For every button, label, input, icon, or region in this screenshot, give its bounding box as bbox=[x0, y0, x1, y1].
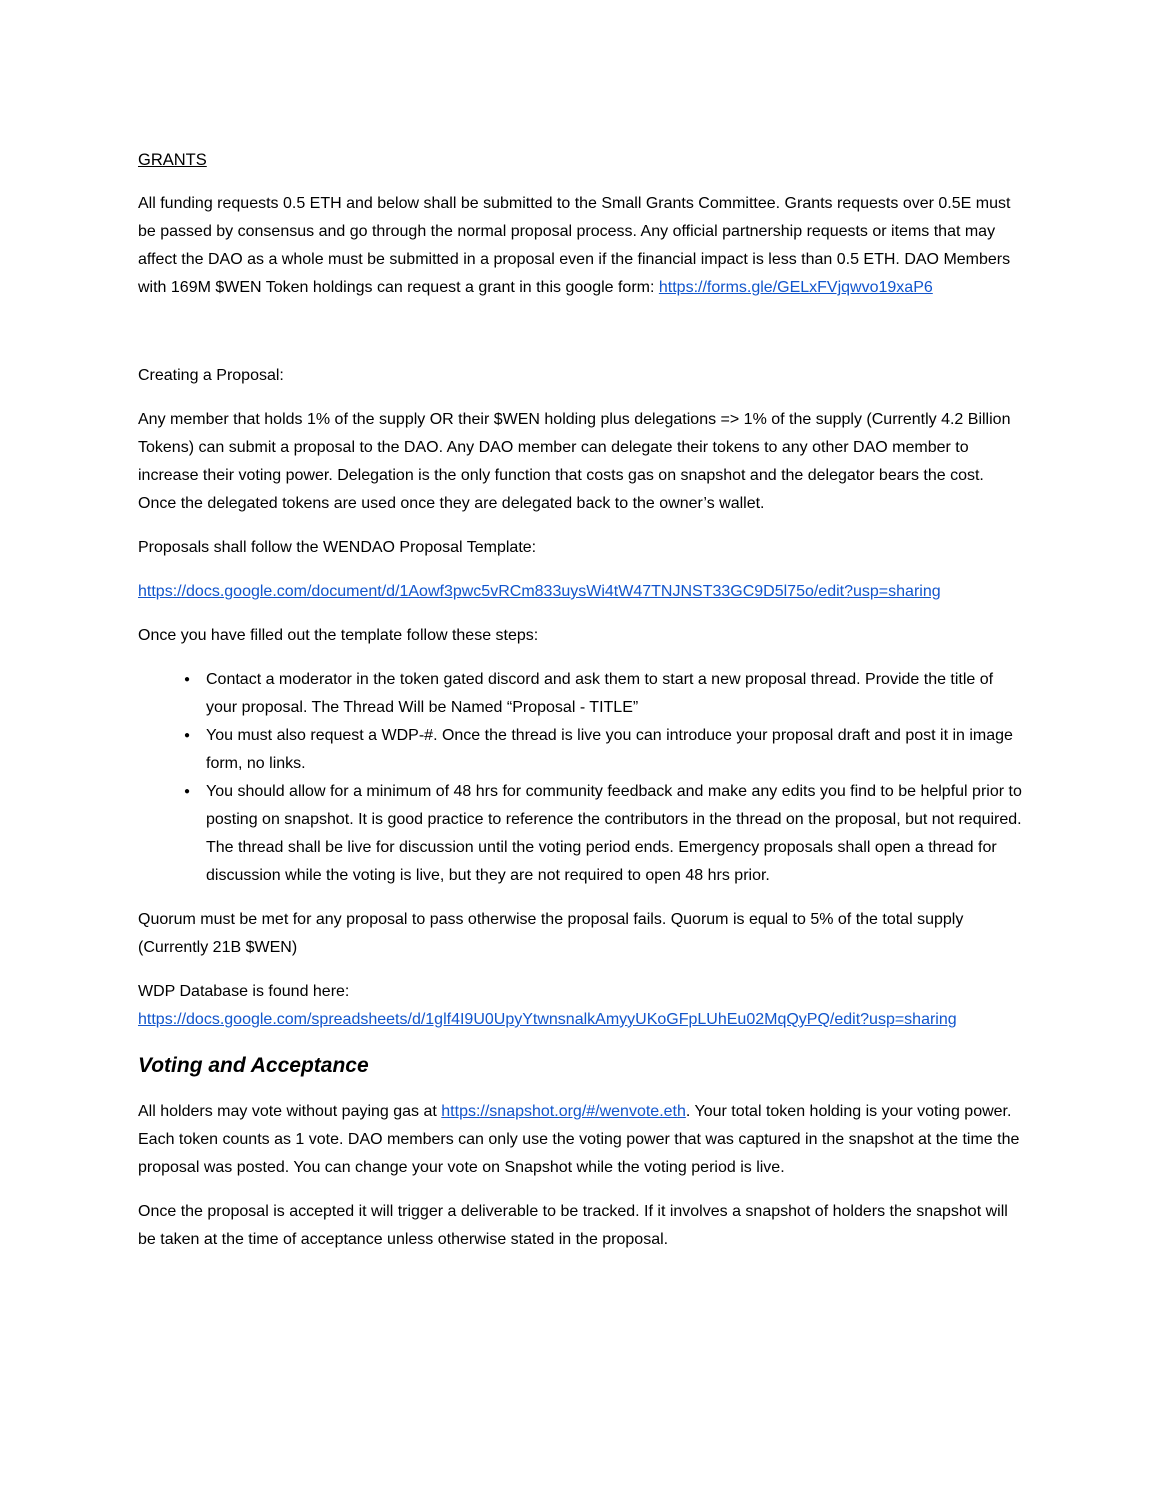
wdp-database-link[interactable]: https://docs.google.com/spreadsheets/d/1glf4I9U0UpyYtwnsnalkAmyyUKoGFpLUhEu02MqQyPQ/edit?usp=sharing bbox=[138, 1011, 957, 1028]
grants-paragraph bbox=[138, 190, 1024, 302]
wdp-database-paragraph bbox=[138, 978, 1024, 1034]
wdp-database-intro: WDP Database is found here: bbox=[138, 983, 350, 1000]
voting-acceptance-heading: Voting and Acceptance bbox=[138, 1054, 369, 1077]
creating-proposal-paragraph: Any member that holds 1% of the supply OR their $WEN holding plus delegations => 1% of the supply (Currently 4.2 Billion Tokens) can submit a proposal to the DAO. Any DAO member can delegate their tokens to any other DAO member to increase their voting power. Delegation is the only function that costs gas on snapshot and the delegator bears the cost. Once the delegated tokens are used once they are delegated back to the owner’s wallet. bbox=[138, 411, 1011, 512]
quorum-paragraph: Quorum must be met for any proposal to pass otherwise the proposal fails. Quorum is equal to 5% of the total supply (Currently 21B $WEN) bbox=[138, 911, 964, 956]
list-item: ● You should allow for a minimum of 48 hrs for community feedback and make any edits you find to be helpful prior to posting on snapshot. It is good practice to reference the contributors in the thread on the proposal, but not required. The thread shall be live for discussion until the voting period ends. Emergency proposals shall open a thread for discussion while the voting is live, but they are not required to open 48 hrs prior. bbox=[186, 778, 1024, 890]
proposal-steps-list bbox=[138, 666, 1024, 890]
grants-paragraph-text: All funding requests 0.5 ETH and below shall be submitted to the Small Grants Committee. Grants requests over 0.5E must be passed by consensus and go through the normal proposal process. Any official partnership requests or items that may affect the DAO as a whole must be submitted in a proposal even if the financial impact is less than 0.5 ETH. DAO Members with 169M $WEN Token holdings can request a grant in this google form: bbox=[138, 195, 1011, 296]
document-page bbox=[138, 146, 1024, 1270]
snapshot-link[interactable]: https://snapshot.org/#/wenvote.eth bbox=[441, 1103, 686, 1120]
list-item: ● Contact a moderator in the token gated discord and ask them to start a new proposal thread. Provide the title of your proposal. The Thread Will be Named “Proposal - TITLE” bbox=[186, 666, 1024, 722]
list-item: ● You must also request a WDP-#. Once the thread is live you can introduce your proposal draft and post it in image form, no links. bbox=[186, 722, 1024, 778]
acceptance-paragraph: Once the proposal is accepted it will trigger a deliverable to be tracked. If it involves a snapshot of holders the snapshot will be taken at the time of acceptance unless otherwise stated in the proposal. bbox=[138, 1203, 1008, 1248]
voting-text-before-link: All holders may vote without paying gas at bbox=[138, 1103, 442, 1120]
grants-heading: GRANTS bbox=[138, 151, 207, 169]
voting-text-after-link: . Your total token holding is your voting power. Each token counts as 1 vote. DAO members can only use the voting power that was captured in the snapshot at the time the proposal was posted. You can change your vote on Snapshot while the voting period is live. bbox=[138, 1103, 1020, 1176]
voting-paragraph bbox=[138, 1098, 1024, 1182]
blank-paragraph bbox=[138, 318, 1024, 346]
proposal-template-link[interactable]: https://docs.google.com/document/d/1Aowf3pwc5vRCm833uysWi4tW47TNJNST33GC9D5l75o/edit?usp=sharing bbox=[138, 583, 941, 600]
steps-intro: Once you have filled out the template follow these steps: bbox=[138, 627, 539, 644]
creating-proposal-heading: Creating a Proposal: bbox=[138, 367, 284, 384]
grant-form-link[interactable]: https://forms.gle/GELxFVjqwvo19xaP6 bbox=[658, 279, 933, 296]
template-link-paragraph bbox=[138, 578, 1024, 606]
template-intro: Proposals shall follow the WENDAO Proposal Template: bbox=[138, 539, 537, 556]
